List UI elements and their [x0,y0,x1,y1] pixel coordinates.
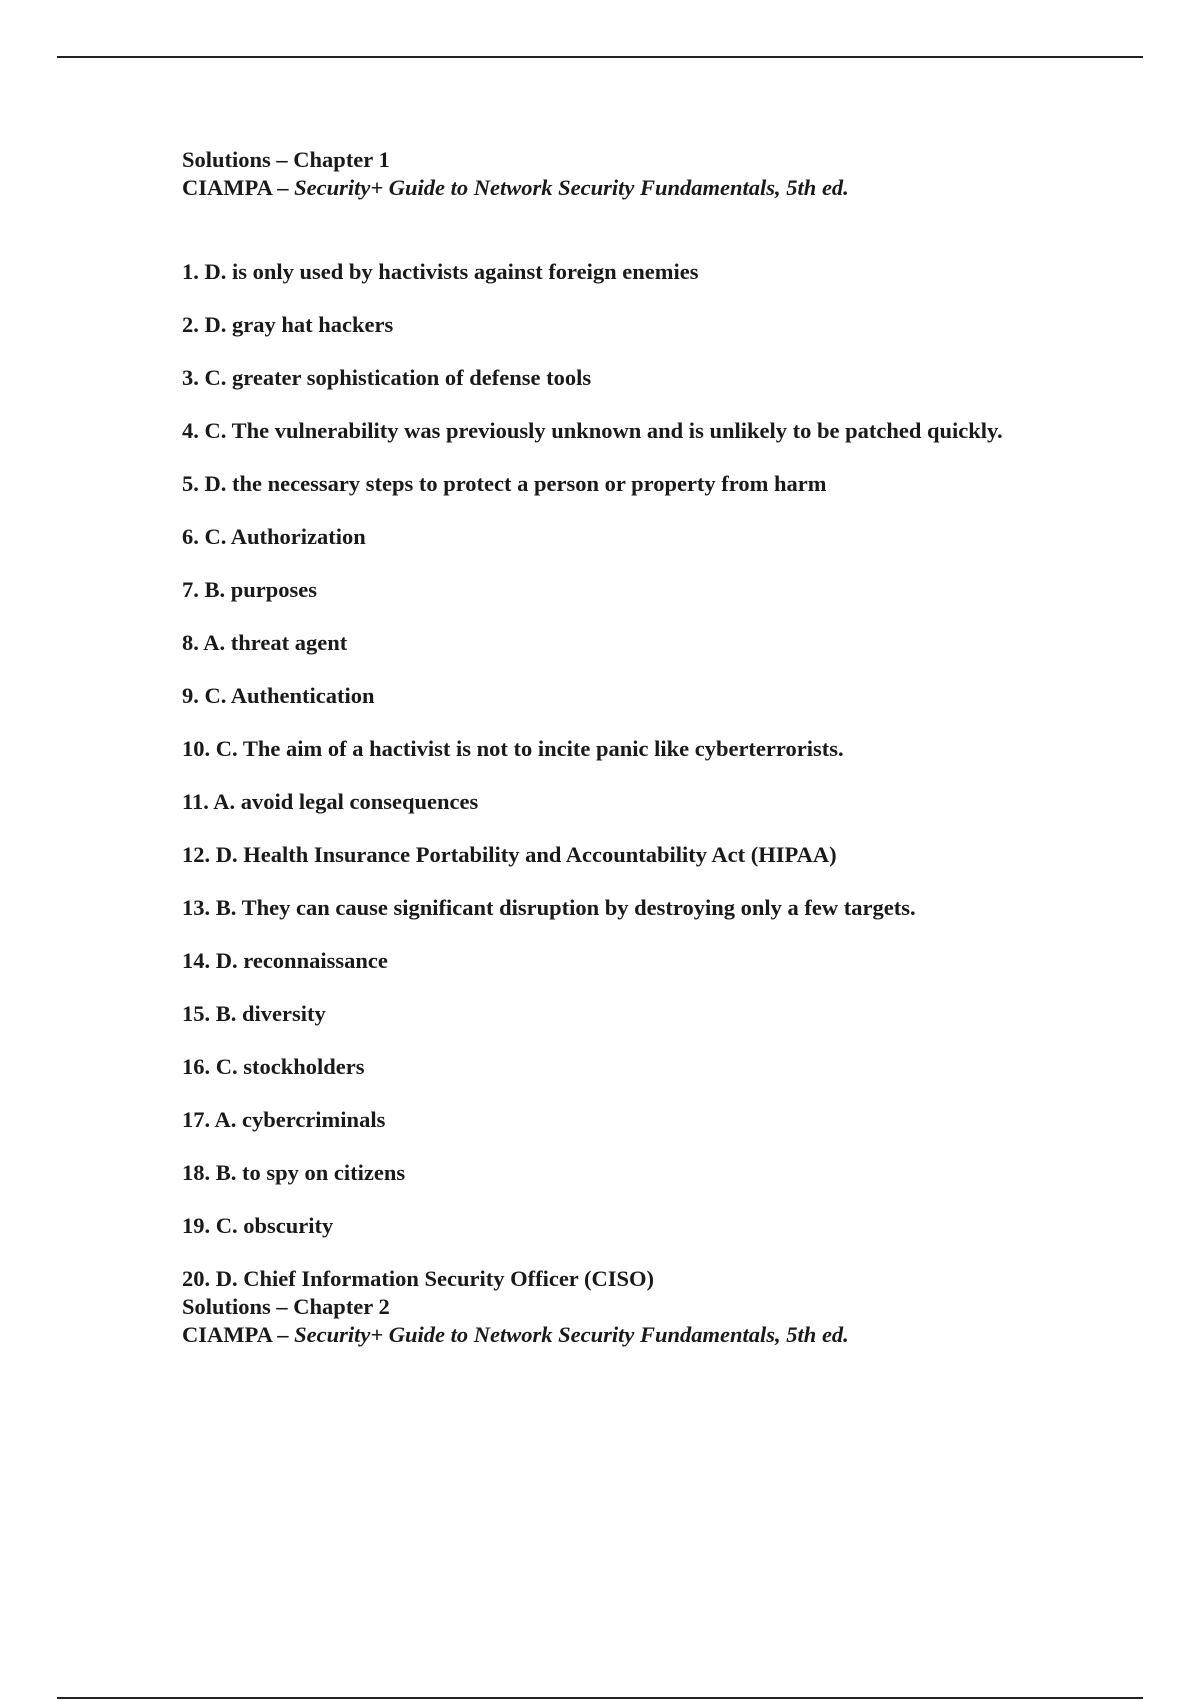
answer-choice: C. [215,1054,238,1079]
answer-text: the necessary steps to protect a person or property from harm [232,471,827,496]
answer-number: 16. [182,1054,211,1079]
answer-item [182,1053,1012,1081]
top-rule [57,56,1143,58]
answer-choice: C. [204,524,227,549]
answer-item [182,735,1012,763]
answer-number: 10. [182,736,211,761]
answer-list [182,258,1012,1293]
answer-item [182,947,1012,975]
answer-number: 8. [182,630,199,655]
answer-choice: C. [204,683,227,708]
answer-text: avoid legal consequences [240,789,479,814]
answer-item [182,894,1012,922]
document-body [182,146,1012,1349]
answer-item [182,841,1012,869]
answer-choice: C. [204,418,227,443]
answer-item [182,1000,1012,1028]
answer-number: 3. [182,365,199,390]
answer-choice: D. [204,259,227,284]
answer-text: Chief Information Security Officer (CISO) [243,1266,655,1291]
answer-text: threat agent [230,630,348,655]
answer-choice: D. [204,471,227,496]
answer-item [182,1106,1012,1134]
answer-choice: A. [213,789,236,814]
answer-choice: D. [204,312,227,337]
answer-text: The vulnerability was previously unknown and is unlikely to be patched quickly. [231,418,1003,443]
answer-choice: B. [204,577,226,602]
answer-text: greater sophistication of defense tools [232,365,592,390]
answer-item [182,258,1012,286]
chapter-2-book-title: Security+ Guide to Network Security Fundamentals, 5th ed. [294,1322,849,1347]
answer-number: 17. [182,1107,211,1132]
answer-text: stockholders [243,1054,365,1079]
bottom-rule [57,1697,1143,1699]
answer-item [182,311,1012,339]
answer-text: to spy on citizens [242,1160,406,1185]
answer-choice: B. [215,895,237,920]
chapter-2-citation [182,1321,1012,1349]
answer-text: purposes [230,577,318,602]
answer-text: Authentication [230,683,375,708]
answer-item [182,1159,1012,1187]
answer-choice: C. [215,736,238,761]
answer-choice: B. [215,1160,237,1185]
chapter-1-book-title: Security+ Guide to Network Security Fundamentals, 5th ed. [294,175,849,200]
answer-number: 12. [182,842,211,867]
answer-number: 14. [182,948,211,973]
answer-number: 1. [182,259,199,284]
answer-item [182,1212,1012,1240]
answer-number: 5. [182,471,199,496]
answer-number: 11. [182,789,209,814]
answer-choice: A. [203,630,226,655]
chapter-1-citation [182,174,1012,202]
chapter-1-header [182,146,1012,202]
answer-number: 6. [182,524,199,549]
chapter-2-author: CIAMPA – [182,1322,295,1347]
chapter-2-header [182,1293,1012,1349]
answer-text: is only used by hactivists against foreign enemies [232,259,699,284]
answer-choice: A. [214,1107,237,1132]
answer-item [182,788,1012,816]
answer-text: Authorization [230,524,366,549]
answer-text: gray hat hackers [232,312,394,337]
answer-text: They can cause significant disruption by destroying only a few targets. [241,895,916,920]
answer-choice: D. [215,948,238,973]
answer-number: 7. [182,577,199,602]
answer-choice: D. [215,1266,238,1291]
answer-text: obscurity [243,1213,334,1238]
answer-choice: B. [215,1001,237,1026]
answer-item [182,523,1012,551]
answer-number: 13. [182,895,211,920]
answer-number: 19. [182,1213,211,1238]
answer-number: 18. [182,1160,211,1185]
answer-item [182,576,1012,604]
answer-item [182,682,1012,710]
answer-text: cybercriminals [242,1107,386,1132]
answer-text: The aim of a hactivist is not to incite panic like cyberterrorists. [242,736,844,761]
answer-choice: C. [204,365,227,390]
chapter-1-title: Solutions – Chapter 1 [182,147,390,172]
answer-item [182,417,1012,445]
chapter-2-title: Solutions – Chapter 2 [182,1294,390,1319]
answer-number: 15. [182,1001,211,1026]
answer-text: Health Insurance Portability and Accountability Act (HIPAA) [243,842,837,867]
answer-choice: C. [215,1213,238,1238]
answer-item [182,629,1012,657]
answer-text: diversity [242,1001,326,1026]
answer-text: reconnaissance [243,948,388,973]
answer-number: 20. [182,1266,211,1291]
answer-number: 9. [182,683,199,708]
answer-item [182,364,1012,392]
answer-number: 2. [182,312,199,337]
answer-choice: D. [215,842,238,867]
answer-item [182,470,1012,498]
chapter-1-author: CIAMPA – [182,175,295,200]
answer-number: 4. [182,418,199,443]
answer-item [182,1265,1012,1293]
